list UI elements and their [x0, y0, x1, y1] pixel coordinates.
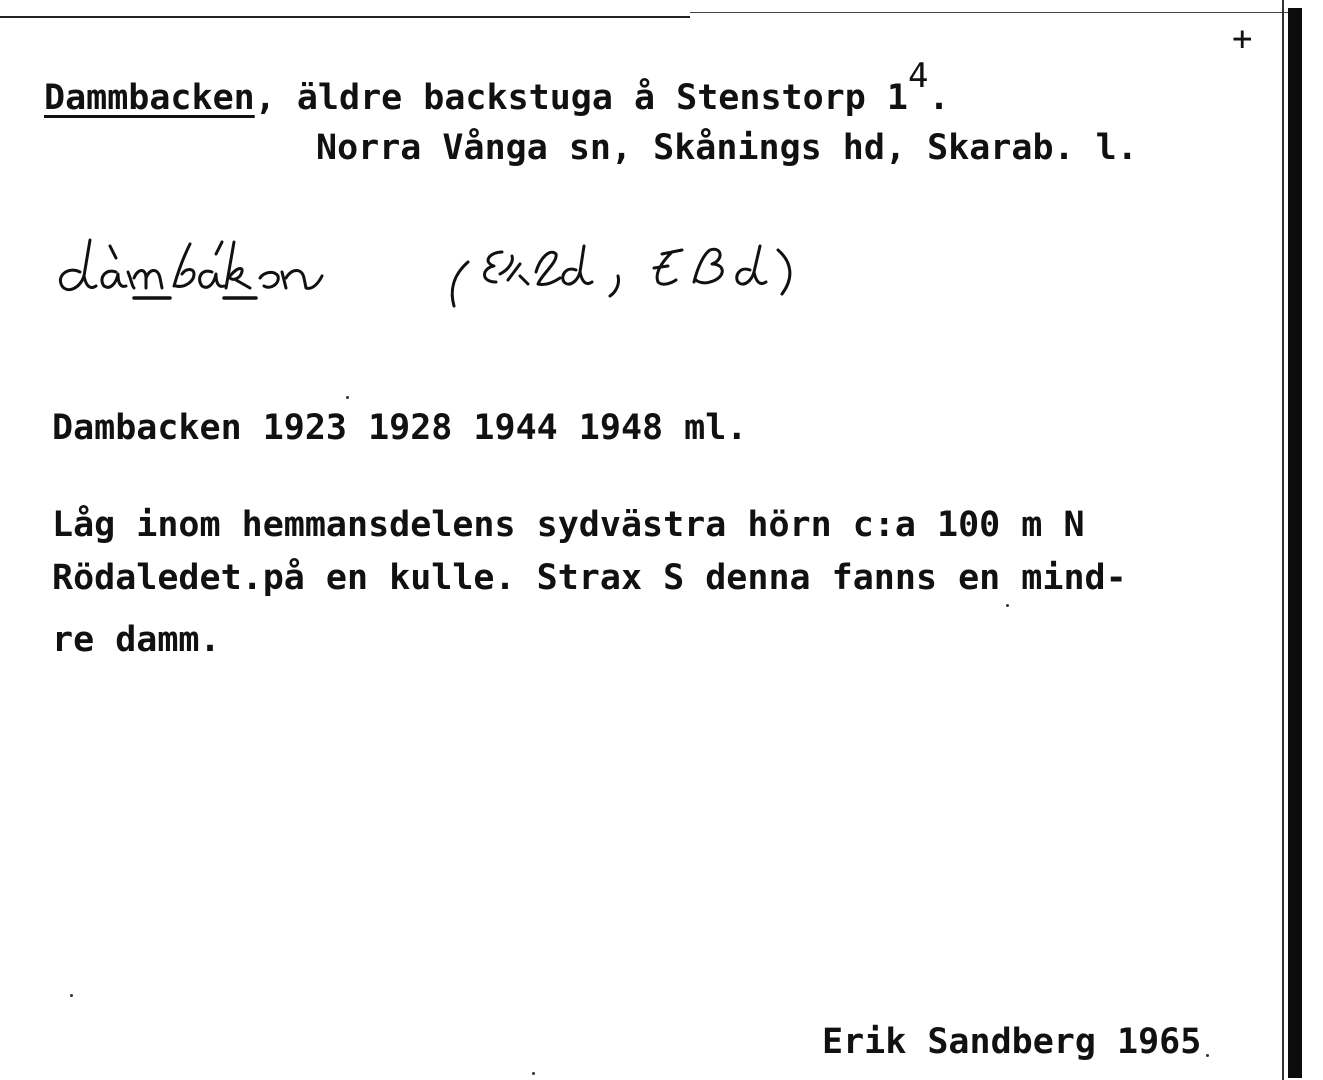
headword: Dammbacken: [44, 78, 255, 118]
header-line: [44, 56, 950, 118]
speck: [532, 1072, 535, 1075]
speck: [1206, 1054, 1209, 1057]
signature: Erik Sandberg 1965: [822, 1022, 1202, 1062]
card-right-edge: [1288, 8, 1302, 1078]
corner-mark: +: [1232, 19, 1253, 59]
header-superscript: 4: [907, 56, 929, 96]
map-line: Dambacken 1923 1928 1944 1948 ml.: [52, 408, 748, 448]
speck: [70, 994, 73, 997]
card-right-edge-thin: [1282, 0, 1284, 1080]
description-line-3: re damm.: [52, 620, 221, 660]
header-end: .: [928, 78, 950, 118]
location-line: Norra Vånga sn, Skånings hd, Skarab. l.: [316, 128, 1138, 168]
speck: [346, 396, 349, 399]
card-top-edge-secondary: [690, 12, 1288, 13]
description-line-1: Låg inom hemmansdelens sydvästra hörn c:a 100 m N: [52, 505, 1085, 545]
handwritten-pronunciation: [50, 232, 810, 312]
speck: [1006, 604, 1009, 607]
description-line-2: Rödaledet.på en kulle. Strax S denna fanns en mind-: [52, 558, 1127, 598]
card-top-edge: [0, 16, 690, 18]
handwritten-pronunciation-text: dàmbákən (EkLd, ETBd): [50, 310, 63, 311]
header-rest: , äldre backstuga å Stenstorp 1: [254, 78, 908, 118]
